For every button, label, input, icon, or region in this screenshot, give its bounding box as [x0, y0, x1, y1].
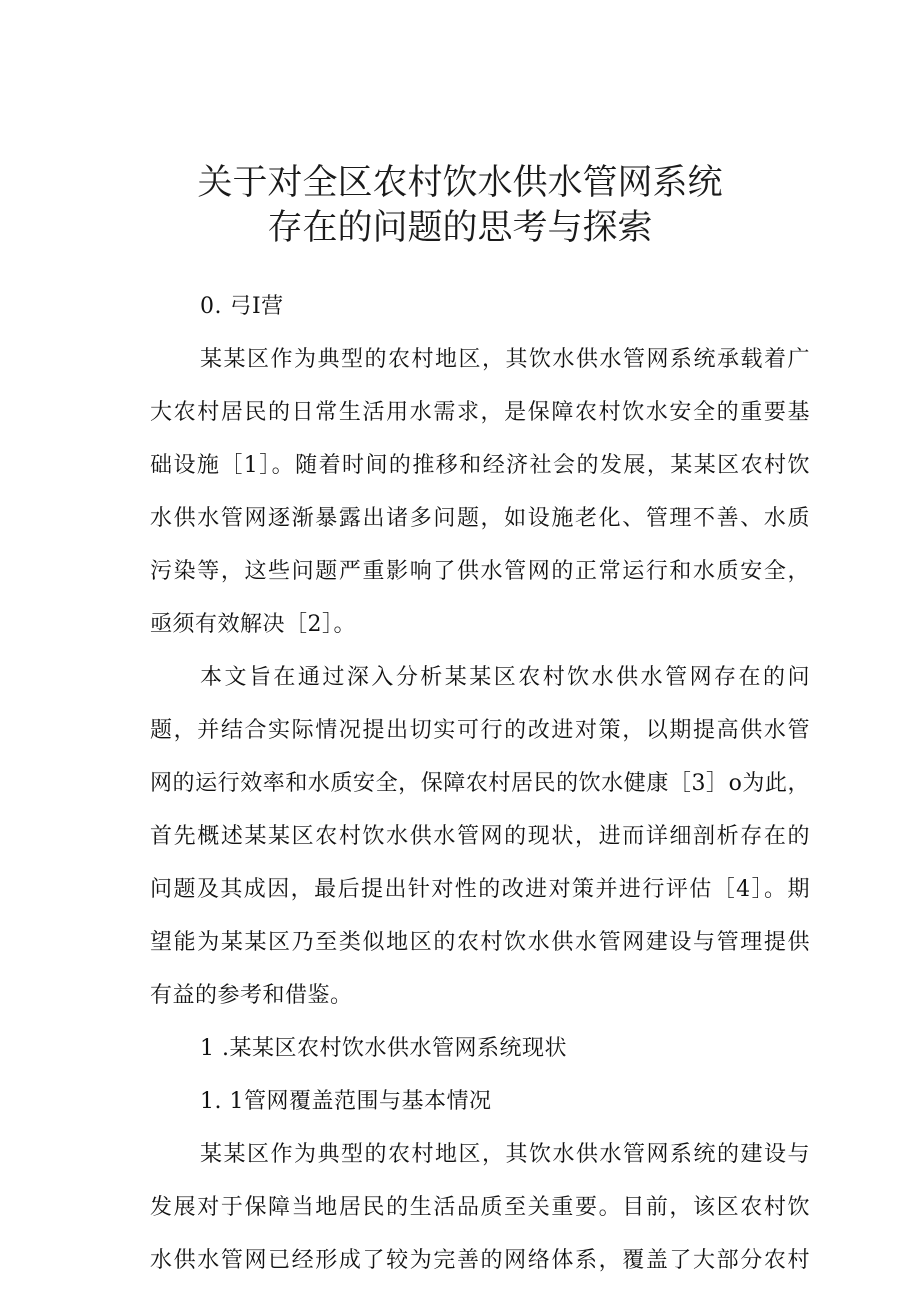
paragraph-line: 亟须有效解决［2］。 [150, 612, 356, 637]
paragraph-line: 某某区作为典型的农村地区，其饮水供水管网系统的建设与 [200, 1142, 810, 1167]
paragraph-line: 有益的参考和借鉴。 [150, 983, 353, 1008]
paragraph-line: 题，并结合实际情况提出切实可行的改进对策，以期提高供水管 [150, 718, 810, 743]
paragraph-line: 发展对于保障当地居民的生活品质至关重要。目前，该区农村饮 [150, 1195, 810, 1220]
paragraph-line: 水供水管网逐渐暴露出诸多问题，如设施老化、管理不善、水质 [150, 506, 810, 531]
paragraph-line: 网的运行效率和水质安全，保障农村居民的饮水健康［3］o为此， [150, 771, 810, 796]
paragraph-line: 大农村居民的日常生活用水需求，是保障农村饮水安全的重要基 [150, 400, 810, 425]
section-heading-1: 1 .某某区农村饮水供水管网系统现状 [200, 1036, 567, 1061]
paragraph-line: 本文旨在通过深入分析某某区农村饮水供水管网存在的问 [200, 665, 810, 690]
subsection-heading-1-1: 1. 1管网覆盖范围与基本情况 [200, 1089, 492, 1114]
section-heading-intro: 0. 弓I营 [200, 294, 284, 319]
paragraph-line: 首先概述某某区农村饮水供水管网的现状，进而详细剖析存在的 [150, 824, 810, 849]
paragraph-line: 水供水管网已经形成了较为完善的网络体系，覆盖了大部分农村 [150, 1248, 810, 1273]
paragraph-line: 问题及其成因，最后提出针对性的改进对策并进行评估［4］。期 [150, 877, 810, 902]
document-title-line-1: 关于对全区农村饮水供水管网系统 [197, 163, 723, 203]
paragraph-line: 污染等，这些问题严重影响了供水管网的正常运行和水质安全， [150, 559, 810, 584]
paragraph-line: 某某区作为典型的农村地区，其饮水供水管网系统承载着广 [200, 347, 810, 372]
document-title-line-2: 存在的问题的思考与探索 [267, 208, 653, 248]
paragraph-line: 础设施［1］。随着时间的推移和经济社会的发展，某某区农村饮 [150, 453, 810, 478]
document-body [150, 280, 810, 1287]
paragraph-line: 望能为某某区乃至类似地区的农村饮水供水管网建设与管理提供 [150, 930, 810, 955]
